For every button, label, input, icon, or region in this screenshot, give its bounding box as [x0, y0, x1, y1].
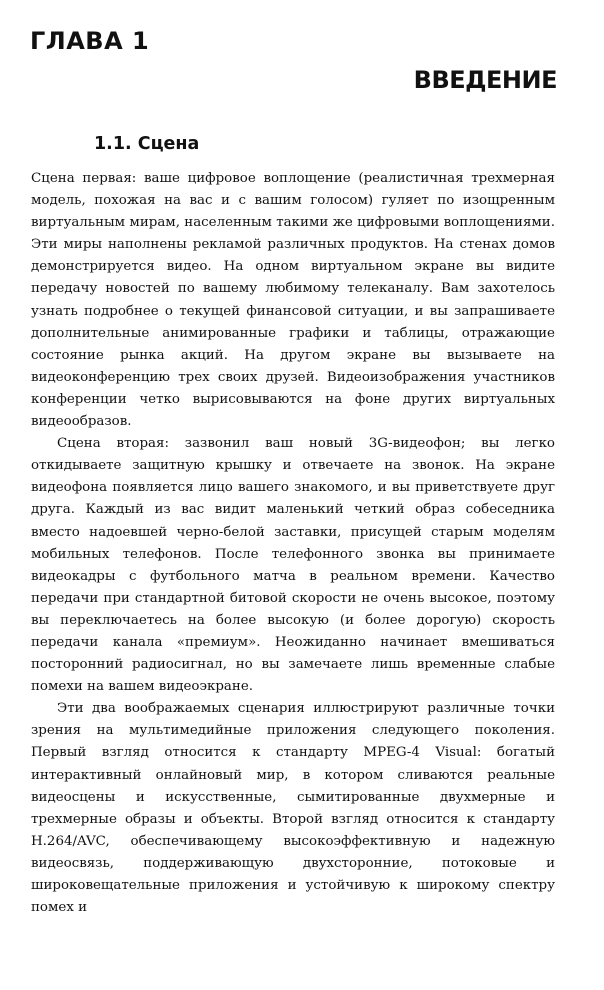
paragraph-scenarios: Эти два воображаемых сценария иллюстрируют различные точки зрения на мультимедийные приложения следующего поколения. Первый взгляд относится к стандарту MPEG-4 Visual: богатый интерактивный онлайновый мир, в котором сливаются реальные видеосцены и искусственные, сымитированные двухмерные и трехмерные образы и объекты. Второй взгляд относится к стандарту H.264/AVC, обеспечивающему высокоэффективную и надежную видеосвязь, поддерживающую двухсторонние, потоковые и широковещательные приложения и устойчивую к широкому спектру помех и: [31, 701, 555, 916]
chapter-title: ВВЕДЕНИЕ: [413, 66, 557, 94]
chapter-label: ГЛАВА 1: [30, 27, 150, 55]
body-text: [31, 168, 555, 919]
paragraph-scene-two: Сцена вторая: зазвонил ваш новый 3G-видеофон; вы легко откидываете защитную крышку и отвечаете на звонок. На экране видеофона появляется лицо вашего знакомого, и вы приветствуете друг друга. Каждый из вас видит маленький четкий образ собеседника вместо надоевшей черно-белой заставки, присущей старым моделям мобильных телефонов. После телефонного звонка вы принимаете видеокадры с футбольного матча в реальном времени. Качество передачи при стандартной битовой скорости не очень высокое, поэтому вы переключаетесь на более высокую (и более дорогую) скорость передачи канала «премиум». Неожиданно начинает вмешиваться посторонний радиосигнал, но вы замечаете лишь временные слабые помехи на вашем видеоэкране.: [31, 436, 555, 695]
section-heading: 1.1. Сцена: [94, 134, 200, 154]
paragraph-scene-one: Сцена первая: ваше цифровое воплощение (реалистичная трехмерная модель, похожая на вас и с вашим голосом) гуляет по изощренным виртуальным мирам, населенным такими же цифровыми воплощениями. Эти миры наполнены рекламой различных продуктов. На стенах домов демонстрируется видео. На одном виртуальном экране вы видите передачу новостей по вашему любимому телеканалу. Вам захотелось узнать подробнее о текущей финансовой ситуации, и вы запрашиваете дополнительные анимированные графики и таблицы, отражающие состояние рынка акций. На другом экране вы вызываете на видеоконференцию трех своих друзей. Видеоизображения участников конференции четко вырисовываются на фоне других виртуальных видеообразов.: [31, 171, 555, 430]
